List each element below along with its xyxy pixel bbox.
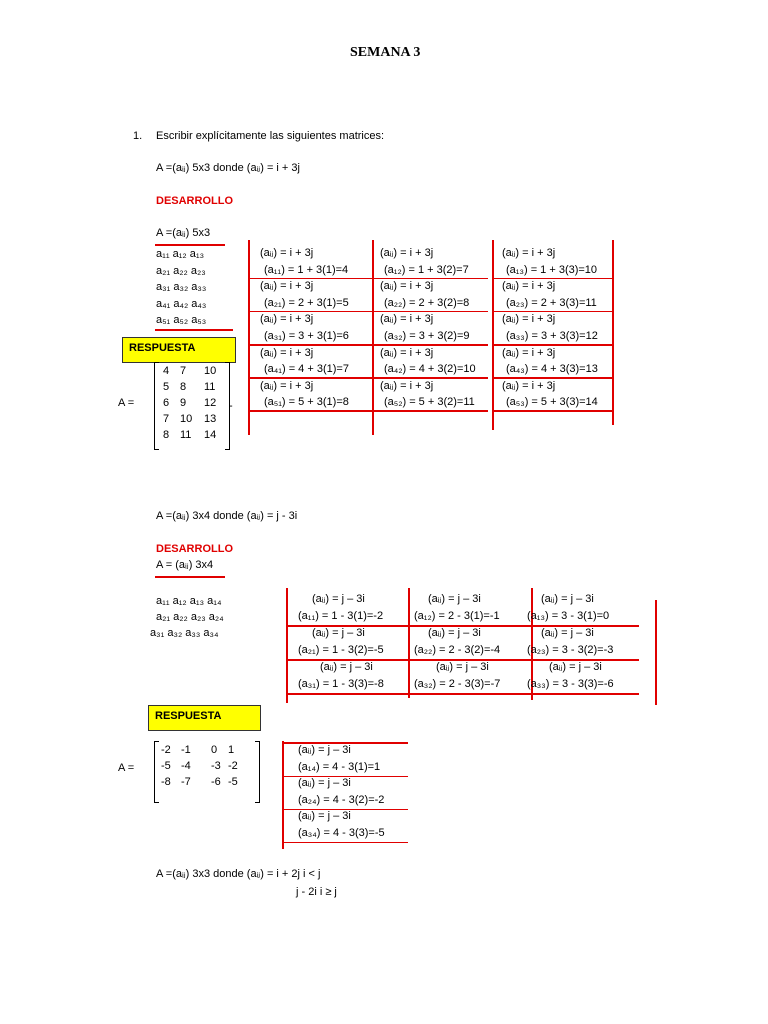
calc1-line: (a₂₃) = 2 + 3(3)=11 xyxy=(506,296,597,309)
red-horizontal xyxy=(370,377,488,379)
matrix-cell: 12 xyxy=(204,397,217,409)
calc1-line: (aᵢⱼ) = i + 3j xyxy=(380,379,434,392)
calc2-line: (a₁₃) = 3 - 3(1)=0 xyxy=(527,610,610,622)
matrix-cell: 10 xyxy=(204,365,217,377)
calc1-line: (aᵢⱼ) = i + 3j xyxy=(260,247,314,259)
calc1-line: (aᵢⱼ) = i + 3j xyxy=(380,346,434,359)
matrix2-a-label: A = xyxy=(118,762,135,774)
matrix1-element-row: a₅₁ a₅₂ a₅₃ xyxy=(156,314,207,326)
calc2-line: (a₃₄) = 4 - 3(3)=-5 xyxy=(298,826,385,839)
red-horizontal xyxy=(492,410,612,412)
red-horizontal xyxy=(286,693,410,695)
calc2-line: (aᵢⱼ) = j – 3i xyxy=(428,627,481,639)
matrix2-element-row: a₁₁ a₁₂ a₁₃ a₁₄ xyxy=(156,595,222,607)
exercise-number: 1. xyxy=(133,130,143,142)
red-underline xyxy=(155,244,225,246)
calc1-line: (aᵢⱼ) = i + 3j xyxy=(260,313,314,326)
calc1-line: (aᵢⱼ) = i + 3j xyxy=(260,346,314,359)
dash: - xyxy=(229,400,233,412)
calc2-line: (a₃₃) = 3 - 3(3)=-6 xyxy=(527,678,614,690)
calc2-line: (a₁₄) = 4 - 3(1)=1 xyxy=(298,760,381,773)
red-horizontal xyxy=(492,311,612,313)
calc2-line: (aᵢⱼ) = j – 3i xyxy=(320,661,373,673)
matrix-cell: 9 xyxy=(180,397,187,409)
exercise-text: Escribir explícitamente las siguientes matrices: xyxy=(156,130,385,142)
calc2-line: (aᵢⱼ) = j – 3i xyxy=(436,661,489,673)
calc2-line: (a₃₁) = 1 - 3(3)=-8 xyxy=(298,678,384,690)
calc2-line: (aᵢⱼ) = j – 3i xyxy=(312,627,365,639)
calc1-line: (aᵢⱼ) = i + 3j xyxy=(260,280,314,293)
red-horizontal xyxy=(284,742,408,744)
calc1-line: (aᵢⱼ) = i + 3j xyxy=(380,247,434,259)
red-horizontal xyxy=(370,410,488,412)
matrix1-element-row: a₁₁ a₁₂ a₁₃ xyxy=(156,248,205,260)
red-vertical xyxy=(282,741,284,849)
red-horizontal xyxy=(250,344,372,346)
calc1-line: (a₃₁) = 3 + 3(1)=6 xyxy=(264,330,349,342)
calc1-line: (aᵢⱼ) = i + 3j xyxy=(260,379,314,392)
respuesta-box-2: RESPUESTA xyxy=(148,705,261,731)
matrix-cell: -2 xyxy=(228,760,238,772)
calc1-line: (a₄₁) = 4 + 3(1)=7 xyxy=(264,363,349,376)
calc2-line: (aᵢⱼ) = j – 3i xyxy=(541,627,594,639)
red-vertical xyxy=(612,240,614,425)
calc2-line: (a₂₁) = 1 - 3(2)=-5 xyxy=(298,644,384,656)
matrix-cell: 7 xyxy=(180,365,187,377)
calc2-line: (aᵢⱼ) = j – 3i xyxy=(541,593,594,605)
calc1-line: (a₁₂) = 1 + 3(2)=7 xyxy=(384,263,469,276)
calc2-line: (aᵢⱼ) = j – 3i xyxy=(298,777,351,789)
red-horizontal xyxy=(492,377,612,379)
statement-2: A =(aᵢⱼ) 3x4 donde (aᵢⱼ) = j - 3i xyxy=(156,510,298,522)
calc1-line: (a₁₁) = 1 + 3(1)=4 xyxy=(264,263,349,276)
matrix-cell: 13 xyxy=(204,413,217,425)
calc2-line: (aᵢⱼ) = j – 3i xyxy=(428,593,481,605)
statement-1: A =(aᵢⱼ) 5x3 donde (aᵢⱼ) = i + 3j xyxy=(156,162,300,174)
calc2-line: (a₁₁) = 1 - 3(1)=-2 xyxy=(298,610,384,622)
matrix-cell: -6 xyxy=(211,776,221,788)
calc1-line: (aᵢⱼ) = i + 3j xyxy=(380,313,434,326)
matrix-cell: 11 xyxy=(204,381,216,393)
calc1-line: (a₁₃) = 1 + 3(3)=10 xyxy=(506,263,598,276)
calc1-line: (aᵢⱼ) = i + 3j xyxy=(380,280,434,293)
red-horizontal xyxy=(284,842,408,844)
calc2-line: (aᵢⱼ) = j – 3i xyxy=(298,744,351,756)
red-horizontal xyxy=(492,278,612,280)
calc1-line: (a₅₃) = 5 + 3(3)=14 xyxy=(506,396,598,409)
calc1-line: (aᵢⱼ) = i + 3j xyxy=(502,379,556,392)
calc1-line: (a₄₃) = 4 + 3(3)=13 xyxy=(506,363,598,376)
red-vertical xyxy=(372,240,374,435)
red-underline xyxy=(155,576,225,578)
calc2-line: (a₁₂) = 2 - 3(1)=-1 xyxy=(414,610,500,622)
matrix2-header: A = (aᵢⱼ) 3x4 xyxy=(156,559,214,571)
calc1-line: (aᵢⱼ) = i + 3j xyxy=(502,247,556,259)
red-horizontal xyxy=(370,344,488,346)
calc2-line: (a₂₄) = 4 - 3(2)=-2 xyxy=(298,793,385,806)
red-horizontal xyxy=(250,278,372,280)
matrix2-element-row: a₂₁ a₂₂ a₂₃ a₂₄ xyxy=(156,611,224,623)
red-horizontal xyxy=(515,693,639,695)
matrix1-element-row: a₃₁ a₃₂ a₃₃ xyxy=(156,281,207,293)
matrix-cell: 8 xyxy=(163,429,170,441)
calc2-line: (a₂₂) = 2 - 3(2)=-4 xyxy=(414,644,501,656)
calc1-line: (aᵢⱼ) = i + 3j xyxy=(502,280,556,293)
red-horizontal xyxy=(370,311,488,313)
matrix-cell: 14 xyxy=(204,429,217,441)
respuesta-box-1: RESPUESTA xyxy=(122,337,236,363)
matrix1-element-row: a₄₁ a₄₂ a₄₃ xyxy=(156,297,207,310)
calc1-line: (a₃₂) = 3 + 3(2)=9 xyxy=(384,330,470,342)
matrix-cell: 8 xyxy=(180,381,187,393)
calc2-line: (a₂₃) = 3 - 3(2)=-3 xyxy=(527,644,614,656)
matrix-cell: 5 xyxy=(163,381,170,393)
desarrollo-heading-2: DESARROLLO xyxy=(156,543,233,555)
red-horizontal xyxy=(402,693,526,695)
calc1-line: (a₃₃) = 3 + 3(3)=12 xyxy=(506,330,598,342)
calc1-line: (a₅₂) = 5 + 3(2)=11 xyxy=(384,396,475,409)
matrix-cell: 10 xyxy=(180,413,193,425)
matrix-cell: -4 xyxy=(181,760,191,772)
matrix-cell: 6 xyxy=(163,397,170,409)
calc2-line: (a₃₂) = 2 - 3(3)=-7 xyxy=(414,678,501,690)
matrix-cell: -5 xyxy=(161,760,171,772)
red-horizontal xyxy=(155,329,233,331)
matrix-cell: -2 xyxy=(161,744,171,756)
matrix-cell: 4 xyxy=(163,365,170,377)
matrix1-element-row: a₂₁ a₂₂ a₂₃ xyxy=(156,264,206,277)
red-vertical xyxy=(286,588,288,703)
red-vertical xyxy=(408,588,410,698)
red-vertical xyxy=(655,600,657,705)
calc1-line: (a₅₁) = 5 + 3(1)=8 xyxy=(264,396,349,409)
matrix-cell: 0 xyxy=(211,744,218,756)
matrix-cell: -1 xyxy=(181,744,191,756)
calc1-line: (aᵢⱼ) = i + 3j xyxy=(502,346,556,359)
statement-3-line2: j - 2i i ≥ j xyxy=(296,886,337,898)
calc1-line: (aᵢⱼ) = i + 3j xyxy=(502,313,556,326)
red-vertical xyxy=(248,240,250,435)
matrix-cell: -7 xyxy=(181,776,191,788)
page-title: SEMANA 3 xyxy=(350,45,421,60)
calc1-line: (a₂₂) = 2 + 3(2)=8 xyxy=(384,296,470,309)
statement-3: A =(aᵢⱼ) 3x3 donde (aᵢⱼ) = i + 2j i < j xyxy=(156,868,321,880)
red-horizontal xyxy=(250,311,372,313)
calc2-line: (aᵢⱼ) = j – 3i xyxy=(298,810,351,822)
matrix2-element-row: a₃₁ a₃₂ a₃₃ a₃₄ xyxy=(150,627,219,639)
matrix-cell: 11 xyxy=(180,429,192,441)
calc1-line: (a₂₁) = 2 + 3(1)=5 xyxy=(264,296,349,309)
matrix-cell: 7 xyxy=(163,413,170,425)
calc1-line: (a₄₂) = 4 + 3(2)=10 xyxy=(384,363,476,376)
matrix-cell: -8 xyxy=(161,776,171,788)
desarrollo-heading-1: DESARROLLO xyxy=(156,195,233,207)
matrix1-a-label: A = xyxy=(118,397,135,409)
red-horizontal xyxy=(370,278,488,280)
matrix-cell: -5 xyxy=(228,776,238,788)
matrix-cell: -3 xyxy=(211,760,221,772)
red-horizontal xyxy=(250,410,372,412)
matrix1-header: A =(aᵢⱼ) 5x3 xyxy=(156,227,211,239)
red-horizontal xyxy=(492,344,612,346)
red-vertical xyxy=(492,240,494,430)
matrix-cell: 1 xyxy=(228,744,235,756)
calc2-line: (aᵢⱼ) = j – 3i xyxy=(549,661,602,673)
calc2-line: (aᵢⱼ) = j – 3i xyxy=(312,593,365,605)
red-horizontal xyxy=(250,377,372,379)
